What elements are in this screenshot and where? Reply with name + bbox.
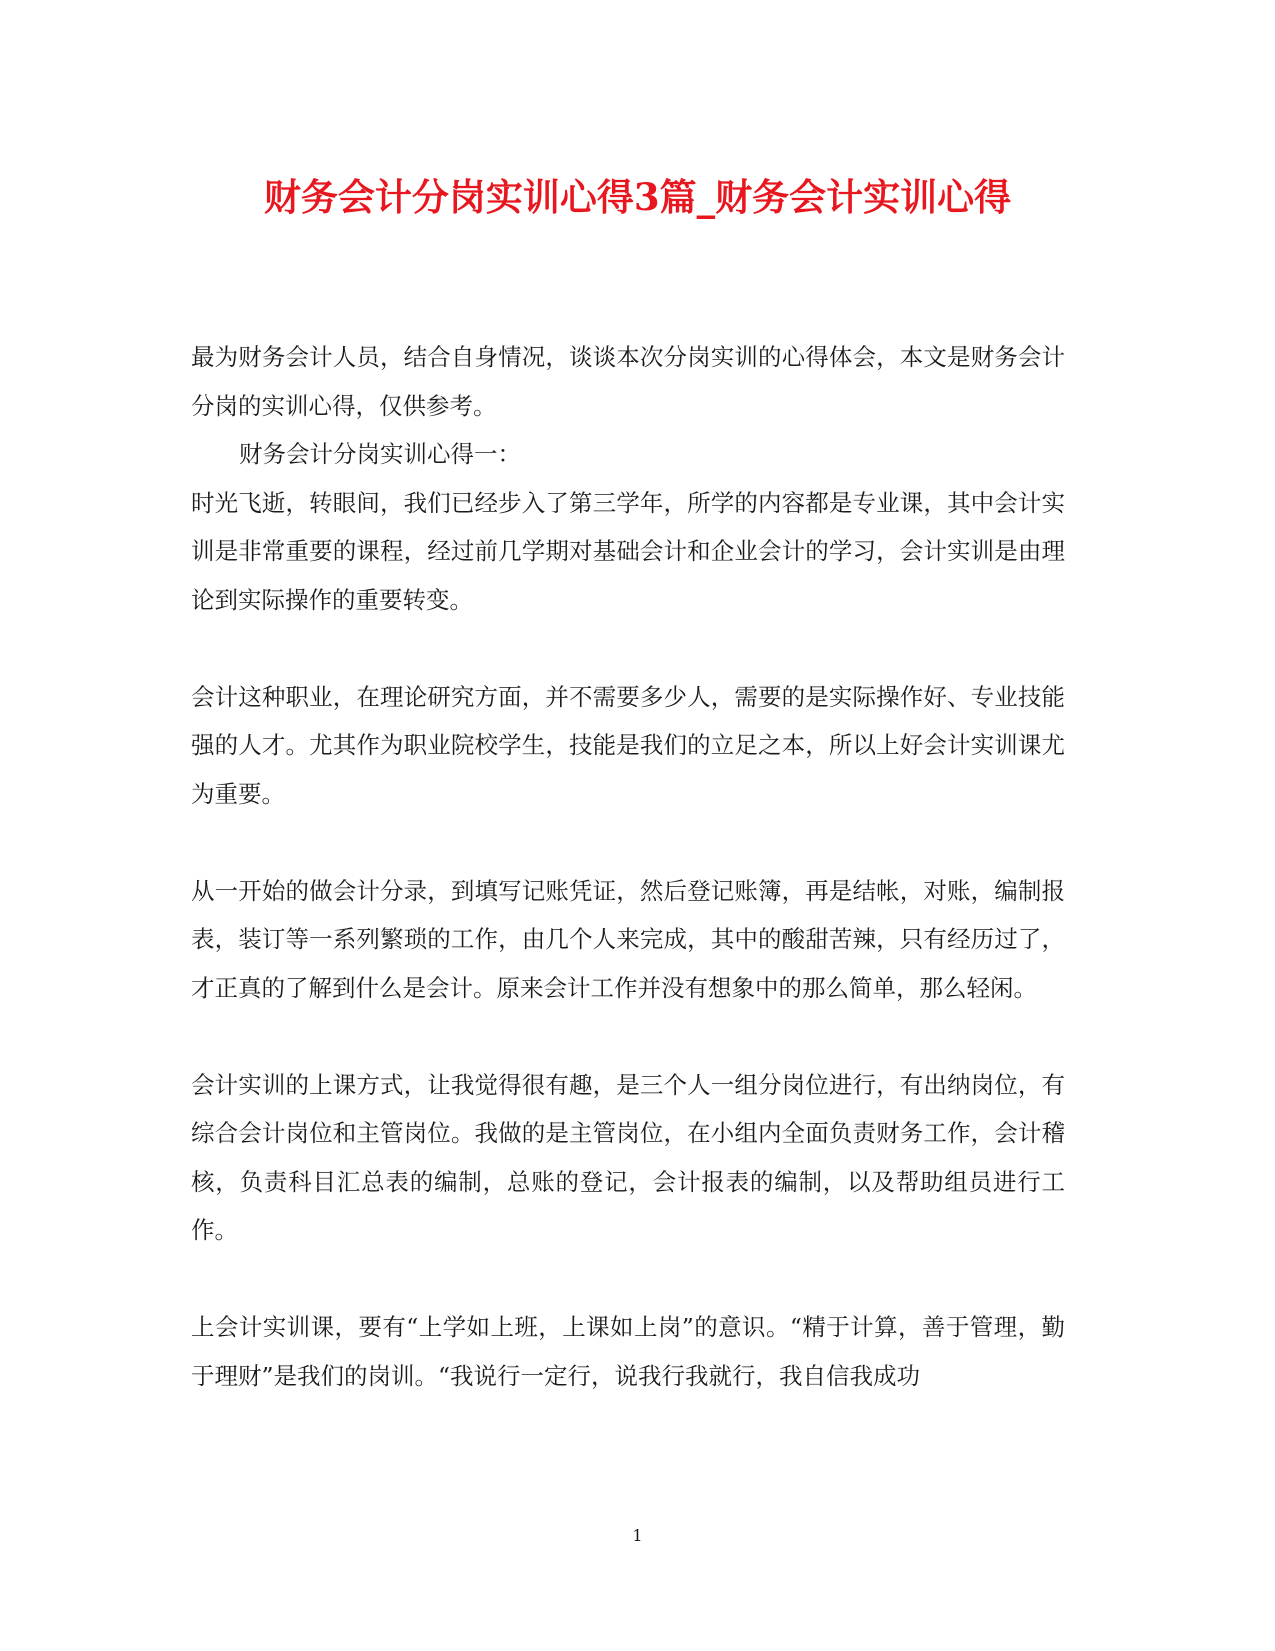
- paragraph-intro: 最为财务会计人员，结合自身情况，谈谈本次分岗实训的心得体会，本文是财务会计分岗的实训心得，仅供参考。: [191, 343, 1065, 420]
- paragraph: 会计这种职业，在理论研究方面，并不需要多少人，需要的是实际操作好、专业技能强的人才。尤其作为职业院校学生，技能是我们的立足之本，所以上好会计实训课尤为重要。: [191, 682, 1065, 808]
- paragraph: 会计实训的上课方式，让我觉得很有趣，是三个人一组分岗位进行，有出纳岗位，有综合会计岗位和主管岗位。我做的是主管岗位，在小组内全面负责财务工作，会计稽核，负责科目汇总表的编制，总账的登记，会计报表的编制，以及帮助组员进行工作。: [191, 1070, 1065, 1244]
- paragraph: 上会计实训课，要有“上学如上班，上课如上岗”的意识。“精于计算，善于管理，勤于理财”是我们的岗训。“我说行一定行，说我行我就行，我自信我成功: [191, 1313, 1065, 1390]
- document-body: [191, 333, 1065, 1400]
- section-heading: 财务会计分岗实训心得一：: [239, 440, 521, 468]
- document-title: 财务会计分岗实训心得3篇_财务会计实训心得: [263, 175, 1012, 219]
- paragraph: 从一开始的做会计分录，到填写记账凭证，然后登记账簿，再是结帐，对账，编制报表，装订等一系列繁琐的工作，由几个人来完成，其中的酸甜苦辣，只有经历过了，才正真的了解到什么是会计。原来会计工作并没有想象中的那么简单，那么轻闲。: [191, 876, 1065, 1002]
- page-number: 1: [632, 1526, 643, 1545]
- paragraph: 时光飞逝，转眼间，我们已经步入了第三学年，所学的内容都是专业课，其中会计实训是非常重要的课程，经过前几学期对基础会计和企业会计的学习，会计实训是由理论到实际操作的重要转变。: [191, 488, 1065, 614]
